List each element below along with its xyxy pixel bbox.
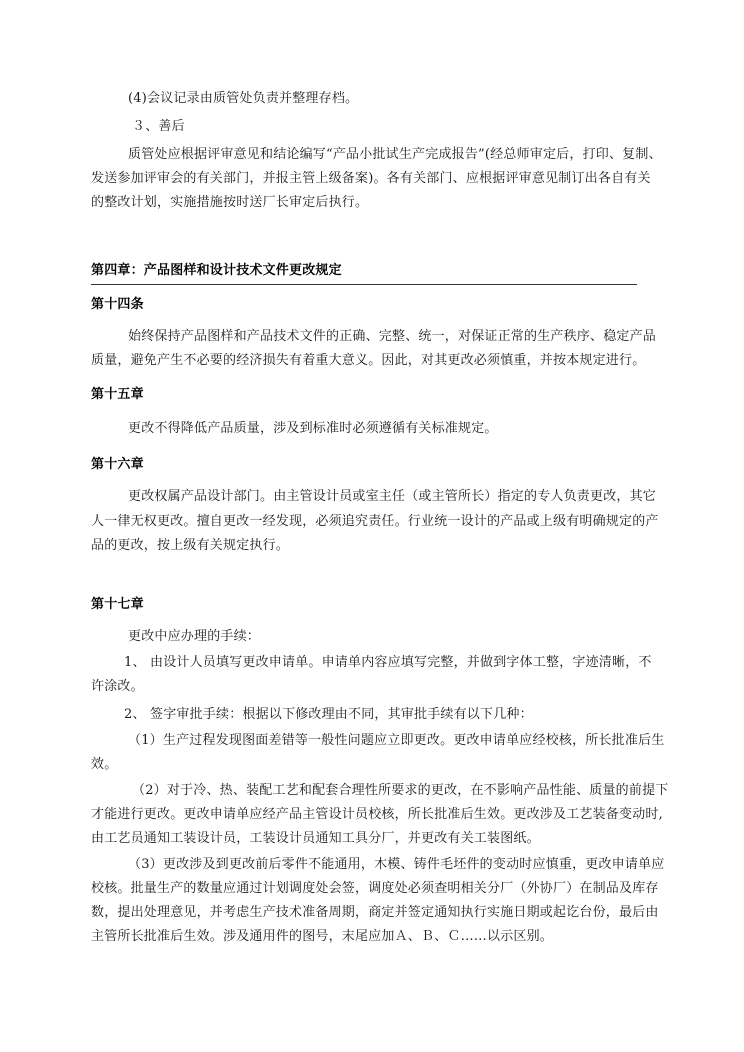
paragraph-line: 才能进行更改。更改申请单应经产品主管设计员校核，所长批准后生效。更改涉及工艺装备变动时, — [91, 807, 663, 822]
paragraph-line: （1）生产过程发现图面差错等一般性问题应立即更改。更改申请单应经校核，所长批准后生 — [128, 733, 665, 748]
chapter-title: 第四章：产品图样和设计技术文件更改规定 — [91, 263, 342, 278]
list-item: 1、 由设计人员填写更改申请单。申请单内容应填写完整，并做到字体工整，字迹清晰，不 — [124, 655, 652, 670]
chapter-divider — [91, 284, 637, 285]
paragraph-line: 许涂改。 — [91, 679, 144, 694]
paragraph-line: 校核。批量生产的数量应通过计划调度处会签，调度处必须查明相关分厂（外协厂）在制品及库存 — [91, 881, 659, 896]
meeting-record-item: (4)会议记录由质管处负责并整理存档。 — [128, 91, 359, 106]
article-17-heading: 第十七章 — [91, 597, 144, 612]
paragraph-line: 人一律无权更改。擅自更改一经发现，必须追究责任。行业统一设计的产品或上级有明确规定的产 — [91, 514, 659, 529]
paragraph-line: 始终保持产品图样和产品技术文件的正确、完整、统一，对保证正常的生产秩序、稳定产品 — [128, 329, 657, 344]
paragraph-line: 更改权属产品设计部门。由主管设计员或室主任（或主管所长）指定的专人负责更改，其它 — [128, 489, 657, 504]
paragraph-line: 更改不得降低产品质量，涉及到标准时必须遵循有关标准规定。 — [128, 421, 498, 436]
paragraph-line: 由工艺员通知工装设计员，工装设计员通知工具分厂，并更改有关工装图纸。 — [91, 831, 540, 846]
article-14-heading: 第十四条 — [91, 297, 144, 312]
paragraph-line: 效。 — [91, 757, 118, 772]
article-16-heading: 第十六章 — [91, 457, 144, 472]
paragraph-line: 质量，避免产生不必要的经济损失有着重大意义。因此，对其更改必须慎重，并按本规定进行。 — [91, 353, 646, 368]
paragraph-line: 数，提出处理意见，并考虑生产技术准备周期，商定并签定通知执行实施日期或起讫台份，最后由 — [91, 905, 659, 920]
paragraph-line: 更改中应办理的手续： — [128, 629, 261, 644]
paragraph-line: 品的更改，按上级有关规定执行。 — [91, 538, 290, 553]
list-item: 2、 签字审批手续：根据以下修改理由不同，其审批手续有以下几种： — [124, 707, 533, 722]
paragraph-line: 的整改计划，实施措施按时送厂长审定后执行。 — [91, 195, 369, 210]
paragraph-line: （2）对于冷、热、装配工艺和配套合理性所要求的更改，在不影响产品性能、质量的前提下 — [132, 783, 669, 798]
article-15-heading: 第十五章 — [91, 387, 144, 402]
aftermath-subheading: ３、善后 — [132, 119, 185, 134]
paragraph-line: 发送参加评审会的有关部门，并报主管上级备案)。各有关部门、应根据评审意见制订出各自有关 — [91, 171, 651, 186]
paragraph-line: 主管所长批准后生效。涉及通用件的图号，末尾应加Ａ、Ｂ、Ｃ……以示区别。 — [91, 929, 554, 944]
paragraph-line: （3）更改涉及到更改前后零件不能通用，木模、铸件毛坯件的变动时应慎重，更改申请单应 — [128, 857, 665, 872]
paragraph-line: 质管处应根据评审意见和结论编写“产品小批试生产完成报告”(经总师审定后，打印、复制、 — [128, 147, 662, 162]
